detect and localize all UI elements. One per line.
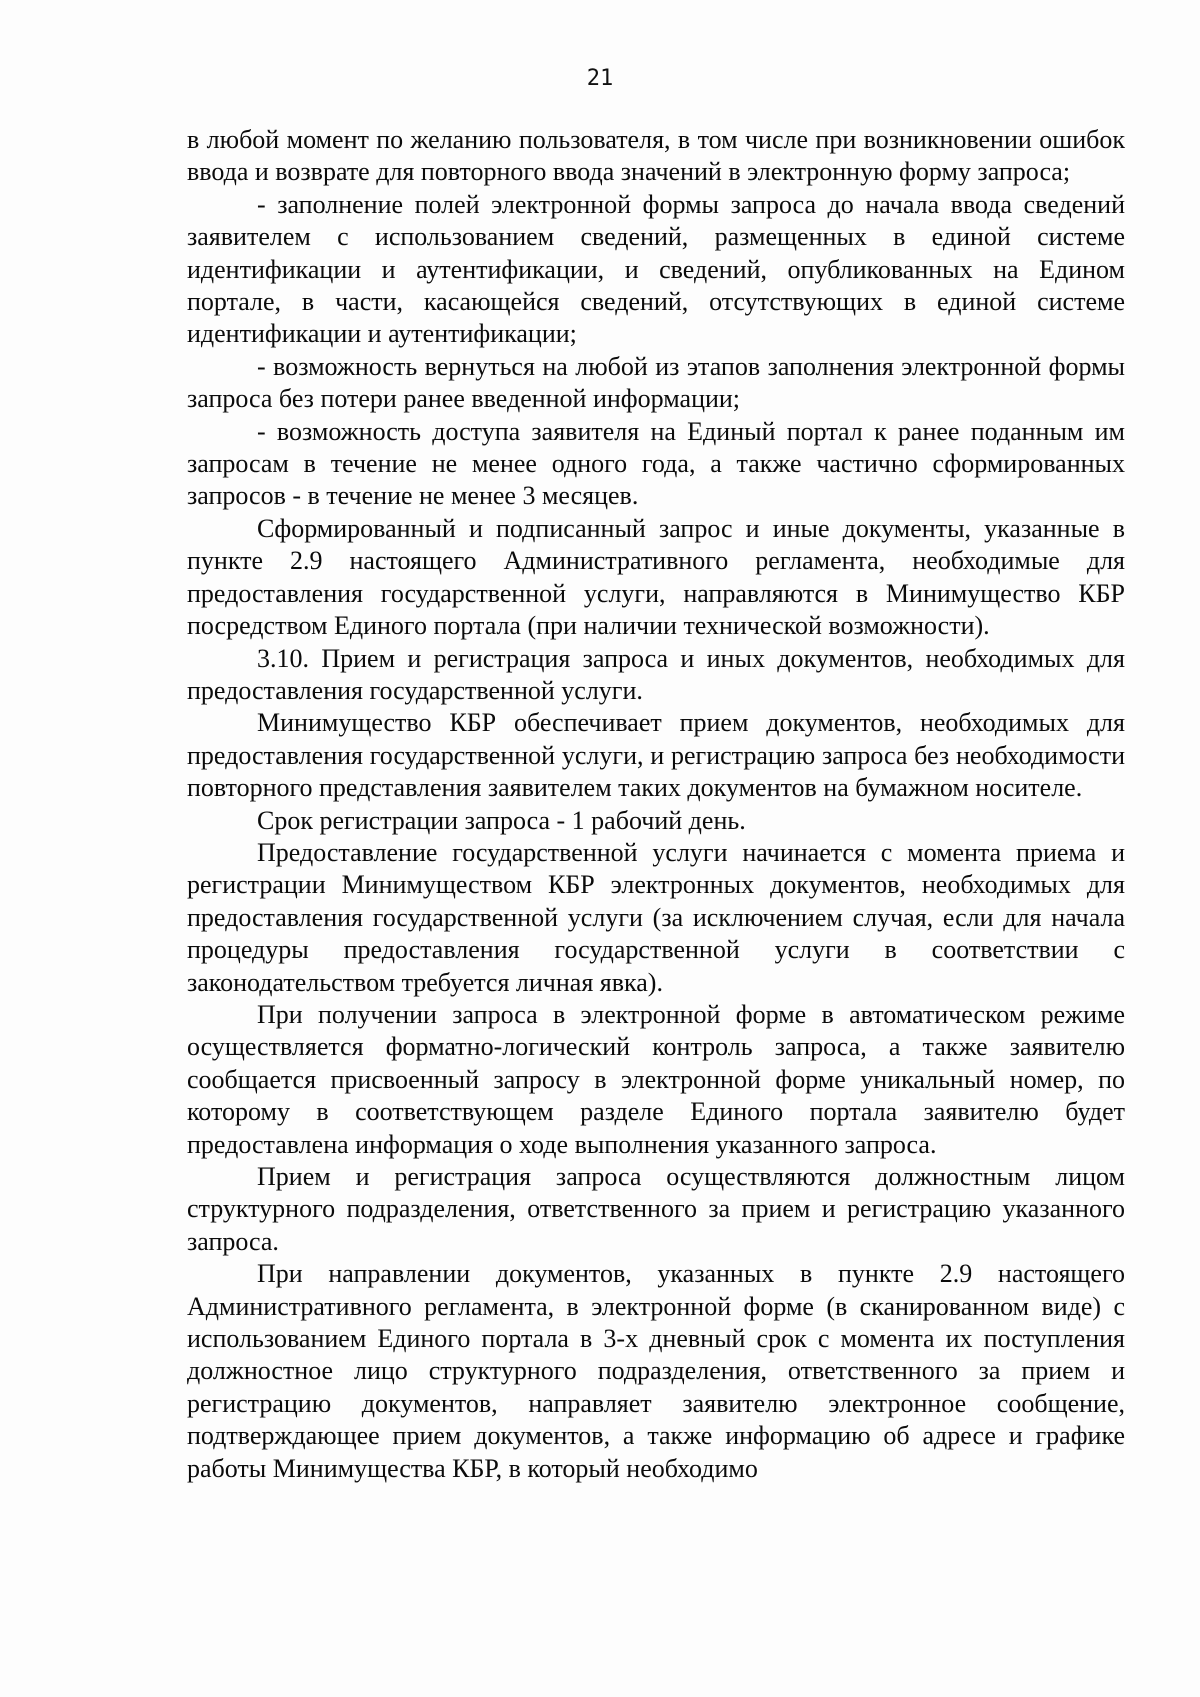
paragraph-list-item-prefill: - заполнение полей электронной формы запроса до начала ввода сведений заявителем с использованием сведений, размещенных в единой системе идентификации и аутентификации, и сведений, опубликованных на Едином портале, в части, касающейся сведений, отсутствующих в единой системе идентификации и аутентификации; bbox=[187, 189, 1125, 349]
paragraph-reception-documents: Минимущество КБР обеспечивает прием документов, необходимых для предоставления государственной услуги, и регистрацию запроса без необходимости повторного представления заявителем таких документов на бумажном носителе. bbox=[187, 708, 1125, 803]
paragraph-service-start: Предоставление государственной услуги начинается с момента приема и регистрации Минимуществом КБР электронных документов, необходимых для предоставления государственной услуги (за исключением случая, если для начала процедуры предоставления государственной услуги в соответствии с законодательством требуется личная явка). bbox=[187, 837, 1125, 997]
paragraph-list-item-return-to-step: - возможность вернуться на любой из этапов заполнения электронной формы запроса без потери ранее введенной информации; bbox=[187, 351, 1125, 414]
paragraph-section-3-10: 3.10. Прием и регистрация запроса и иных документов, необходимых для предоставления государственной услуги. bbox=[187, 643, 1125, 705]
paragraph-list-item-access-requests: - возможность доступа заявителя на Единый портал к ранее поданным им запросам в течение не менее одного года, а также частично сформированных запросов - в течение не менее 3 месяцев. bbox=[187, 416, 1125, 511]
page-number: 21 bbox=[586, 66, 614, 91]
paragraph-electronic-request: При получении запроса в электронной форме в автоматическом режиме осуществляется форматно-логический контроль запроса, а также заявителю сообщается присвоенный запросу в электронной форме уникальный номер, по которому в соответствующем разделе Единого портала заявителю будет предоставлена информация о ходе выполнения указанного запроса. bbox=[187, 999, 1125, 1159]
paragraph-scanned-documents: При направлении документов, указанных в пункте 2.9 настоящего Административного регламента, в электронной форме (в сканированном виде) с использованием Единого портала в 3-х дневный срок с момента их поступления должностное лицо структурного подразделения, ответственного за прием и регистрацию документов, направляет заявителю электронное сообщение, подтверждающее прием документов, а также информацию об адресе и графике работы Минимущества КБР, в который необходимо bbox=[187, 1259, 1125, 1483]
paragraph-reception-by-official: Прием и регистрация запроса осуществляются должностным лицом структурного подразделения, ответственного за прием и регистрацию указанного запроса. bbox=[187, 1162, 1125, 1256]
paragraph-signed-request: Сформированный и подписанный запрос и иные документы, указанные в пункте 2.9 настоящего Административного регламента, необходимые для предоставления государственной услуги, направляются в Минимущество КБР посредством Единого портала (при наличии технической возможности). bbox=[187, 513, 1125, 641]
paragraph-registration-term: Срок регистрации запроса - 1 рабочий день. bbox=[257, 805, 746, 835]
document-body bbox=[187, 124, 1125, 1485]
paragraph-continuation: в любой момент по желанию пользователя, в том числе при возникновении ошибок ввода и возврате для повторного ввода значений в электронную форму запроса; bbox=[187, 125, 1125, 187]
